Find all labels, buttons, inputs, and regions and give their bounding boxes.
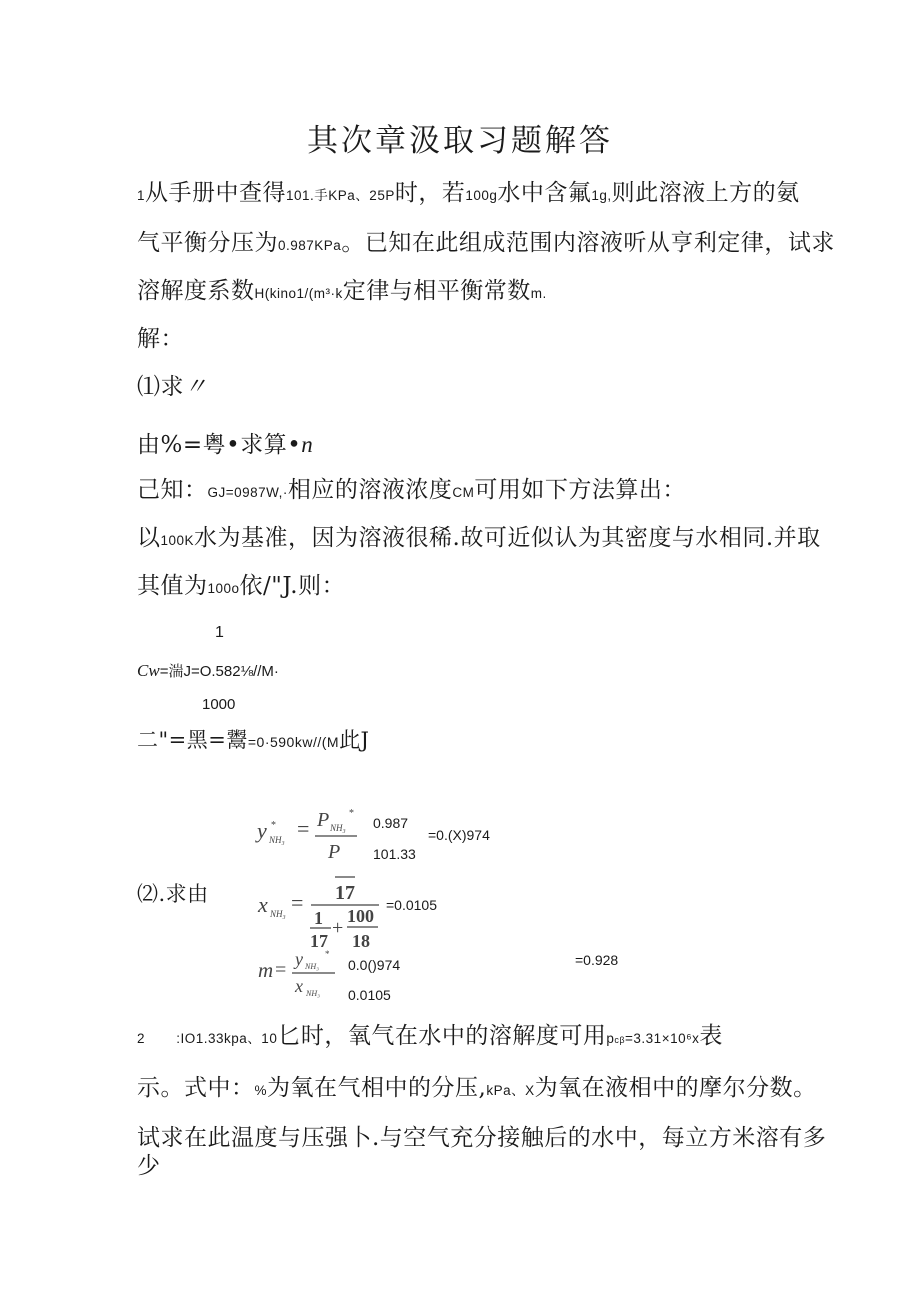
problem2-line2: 示。式中：%为氧在气相中的分压,kPa、X为氧在液相中的摩尔分数。 (137, 1075, 817, 1101)
x-top: 17 (335, 882, 355, 904)
y-frac-num: P (317, 809, 330, 831)
x-den-a-den: 17 (310, 931, 328, 951)
m-frac-den: x (295, 976, 303, 996)
cw-numerator: 1 (215, 624, 224, 641)
m-frac-num-sub: NH₃ (305, 962, 319, 971)
solution-label: 解： (137, 326, 184, 352)
cw-equation: Cw=湍J=O.582⅛//M· (137, 661, 279, 680)
m-frac-den-sub: NH₃ (306, 989, 320, 998)
problem1-line2: 气平衡分压为0.987KPa。已知在此组成范围内溶液听从亨利定律，试求 (137, 230, 835, 256)
svg-text:=: = (297, 816, 310, 841)
step1-heading: ⑴求〃 (137, 374, 208, 400)
m-lhs: m (258, 958, 274, 982)
cw-denominator: 1000 (202, 696, 236, 713)
y-val-den: 101.33 (373, 846, 416, 862)
y-lhs-sub: NH₃ (269, 835, 285, 845)
x-result: =0.0105 (386, 897, 437, 913)
h-line: 二"=黑=鬻=0·590kw//(M此J (137, 728, 370, 752)
x-den-b-den: 18 (352, 931, 370, 951)
x-lhs: x (258, 892, 268, 917)
y-result: =0.(X)974 (428, 827, 490, 843)
y-equation (255, 800, 375, 870)
svg-text:+: + (332, 917, 344, 939)
y-frac-den: P (328, 841, 341, 863)
m-val-den: 0.0105 (348, 987, 391, 1000)
x-equation (255, 872, 385, 954)
x-lhs-sub: NH₃ (270, 909, 286, 919)
problem2-line4: 少 (137, 1153, 161, 1179)
problem1-line3: 溶解度系数H(kino1/(m³·k定律与相平衡常数m. (137, 278, 547, 304)
m-equation (255, 945, 345, 1001)
svg-text:=: = (291, 890, 304, 915)
svg-text:*: * (271, 820, 276, 831)
y-lhs: y (257, 818, 267, 843)
m-val-num: 0.0()974 (348, 957, 401, 973)
x-den-b-num: 100 (347, 906, 374, 926)
problem2-line1: 2 :IO1.33kpa、10匕时，氧气在水中的溶解度可用pcβ=3.31×10⁶x表 (137, 1023, 723, 1049)
m-result: =0.928 (575, 952, 619, 968)
problem-number: 2 (137, 1031, 146, 1046)
basis-line1: 以100K水为基准，因为溶液很稀.故可近似认为其密度与水相同.并取 (137, 525, 821, 551)
known-line: 己知：GJ=0987W,·相应的溶液浓度CM可用如下方法算出： (137, 477, 686, 503)
y-frac-num-sub: NH₃ (330, 823, 346, 833)
problem1-line1: 1从手册中查得101.手KPa、25P时，若100g水中含氟1g,则此溶液上方的氨 (137, 180, 800, 206)
svg-text:=: = (275, 959, 287, 981)
m-frac-num: y (295, 949, 303, 969)
line-by: 由%=粤•求算•n (137, 432, 314, 458)
basis-line2: 其值为100o依/"J.则： (137, 573, 346, 599)
step2-label: ⑵.求由 (137, 882, 209, 906)
problem2-line3: 试求在此温度与压强卜.与空气充分接触后的水中，每立方米溶有多 (137, 1125, 827, 1151)
x-den-a-num: 1 (314, 908, 323, 928)
svg-text:*: * (349, 808, 354, 819)
y-val-num: 0.987 (373, 815, 409, 831)
problem-number: 1 (137, 188, 146, 203)
svg-text:*: * (325, 949, 330, 959)
page-title: 其次章汲取习题解答 (307, 123, 613, 159)
